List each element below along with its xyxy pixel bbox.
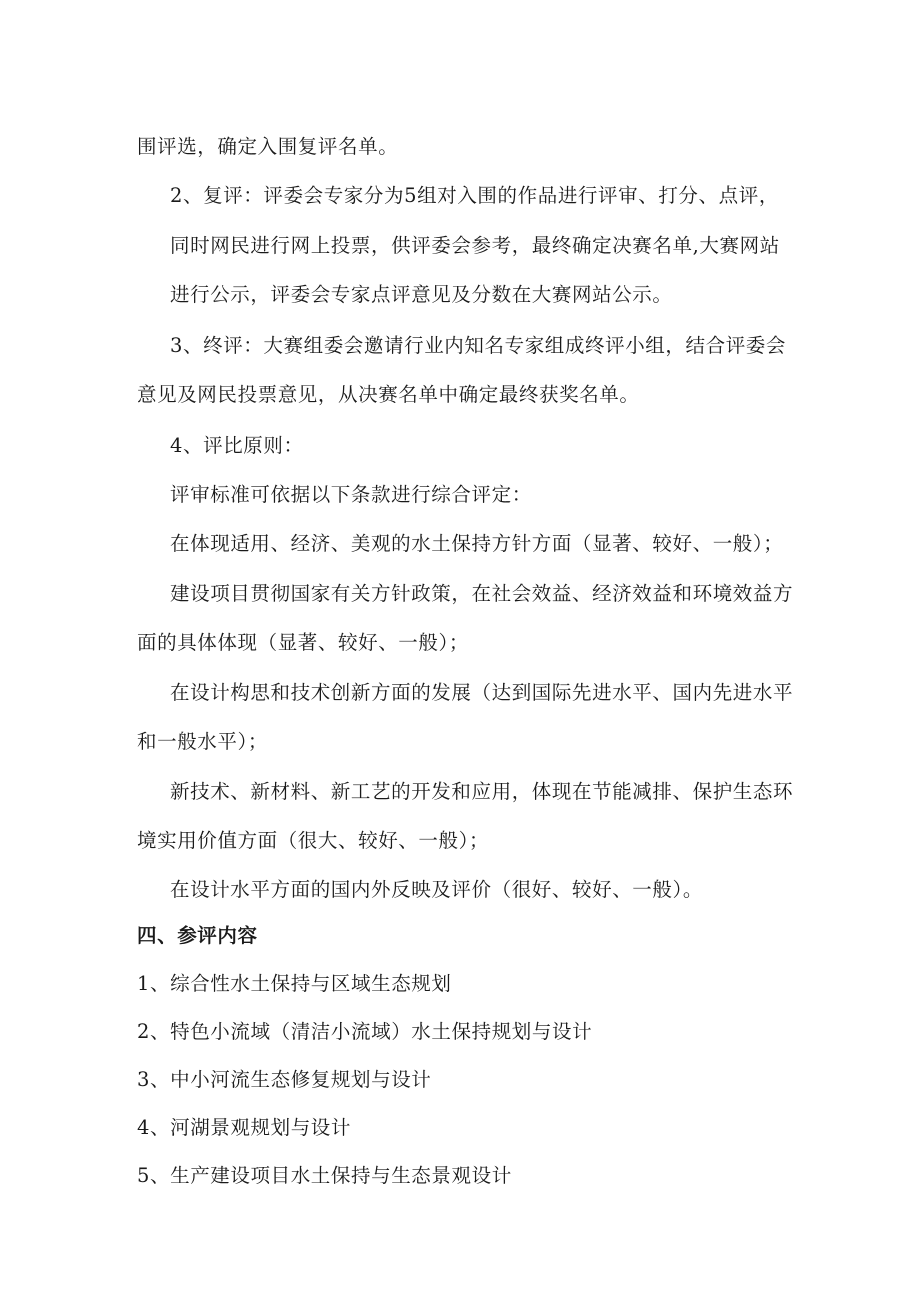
list-item: 5、生产建设项目水土保持与生态景观设计	[137, 1164, 512, 1187]
paragraph-line: 在设计构思和技术创新方面的发展（达到国际先进水平、国内先进水平	[170, 681, 794, 704]
paragraph-line: 建设项目贯彻国家有关方针政策，在社会效益、经济效益和环境效益方	[170, 582, 794, 605]
section-heading: 四、参评内容	[137, 924, 258, 947]
paragraph-line: 同时网民进行网上投票，供评委会参考，最终确定决赛名单,大赛网站	[170, 234, 780, 257]
paragraph-line: 和一般水平）；	[137, 730, 268, 753]
list-item: 2、特色小流域（清洁小流域）水土保持规划与设计	[137, 1020, 593, 1043]
paragraph-line: 评审标准可依据以下条款进行综合评定：	[170, 483, 532, 506]
paragraph-line: 进行公示，评委会专家点评意见及分数在大赛网站公示。	[170, 283, 673, 306]
paragraph-line: 境实用价值方面（很大、较好、一般）；	[137, 829, 490, 852]
paragraph-line: 2、复评：评委会专家分为5组对入围的作品进行评审、打分、点评，	[170, 184, 779, 207]
paragraph-line: 在体现适用、经济、美观的水土保持方针方面（显著、较好、一般）；	[170, 532, 784, 555]
list-item: 4、河湖景观规划与设计	[137, 1116, 352, 1139]
paragraph-line: 4、评比原则：	[170, 434, 304, 457]
paragraph-line: 新技术、新材料、新工艺的开发和应用，体现在节能减排、保护生态环	[170, 780, 794, 803]
paragraph-line: 在设计水平方面的国内外反映及评价（很好、较好、一般）。	[170, 878, 703, 901]
paragraph-line: 面的具体体现（显著、较好、一般）；	[137, 631, 469, 654]
paragraph-line: 3、终评：大赛组委会邀请行业内知名专家组成终评小组，结合评委会	[170, 334, 787, 357]
list-item: 3、中小河流生态修复规划与设计	[137, 1068, 432, 1091]
paragraph-line: 围评选，确定入围复评名单。	[137, 135, 399, 158]
list-item: 1、综合性水土保持与区域生态规划	[137, 972, 452, 995]
paragraph-line: 意见及网民投票意见，从决赛名单中确定最终获奖名单。	[137, 383, 640, 406]
